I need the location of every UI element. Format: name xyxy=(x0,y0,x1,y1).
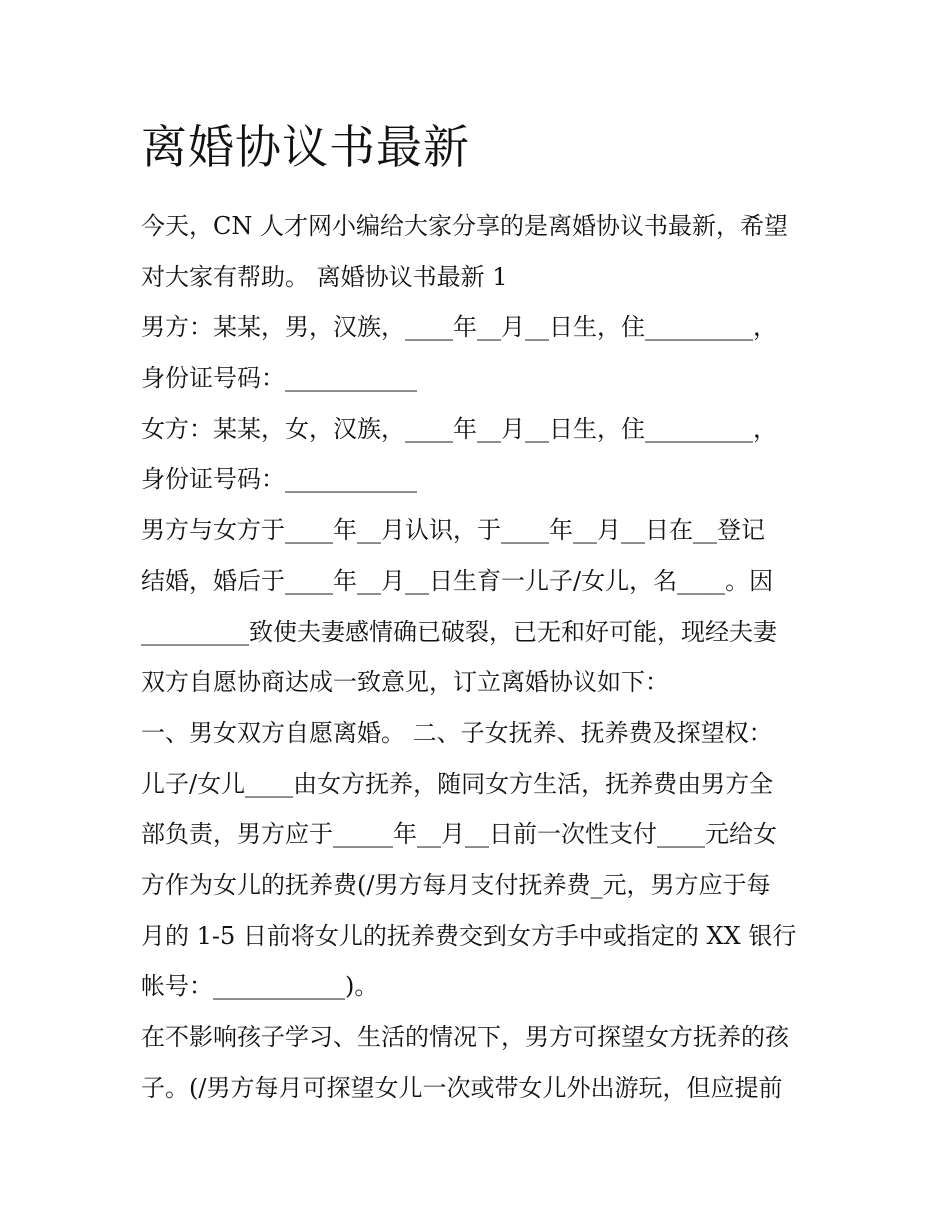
body-line: 月的 1-5 日前将女儿的抚养费交到女方手中或指定的 XX 银行 xyxy=(141,921,797,950)
body-line: 儿子/女儿____由女方抚养，随同女方生活，抚养费由男方全 xyxy=(141,769,774,798)
body-line: 今天，CN 人才网小编给大家分享的是离婚协议书最新，希望 xyxy=(141,212,788,240)
body-line: 一、男女双方自愿离婚。 二、子女抚养、抚养费及探望权： xyxy=(141,718,773,747)
body-line: 男方：某某，男，汉族，____年__月__日生，住_________， xyxy=(141,313,777,342)
body-line: 对大家有帮助。 离婚协议书最新 1 xyxy=(141,262,508,291)
body-line: 部负责，男方应于_____年__月__日前一次性支付____元给女 xyxy=(141,820,777,849)
body-line: 身份证号码：___________ xyxy=(141,364,417,393)
body-line: 双方自愿协商达成一致意见，订立离婚协议如下： xyxy=(141,668,669,697)
body-line: 女方：某某，女，汉族，____年__月__日生，住_________， xyxy=(141,414,777,443)
body-line: 男方与女方于____年__月认识，于____年__月__日在__登记 xyxy=(141,516,765,545)
document-body xyxy=(141,201,821,1113)
body-line: _________致使夫妻感情确已破裂，已无和好可能，现经夫妻 xyxy=(141,617,777,646)
body-line: 子。(/男方每月可探望女儿一次或带女儿外出游玩，但应提前 xyxy=(141,1073,783,1102)
body-line: 身份证号码：___________ xyxy=(141,465,417,494)
body-line: 结婚，婚后于____年__月__日生育一儿子/女儿，名____。因 xyxy=(141,566,774,595)
body-line: 方作为女儿的抚养费(/男方每月支付抚养费_元，男方应于每 xyxy=(141,870,771,899)
body-line: 帐号：___________)。 xyxy=(141,972,379,1001)
body-line: 在不影响孩子学习、生活的情况下，男方可探望女方抚养的孩 xyxy=(141,1023,789,1051)
document-title: 离婚协议书最新 xyxy=(141,120,470,174)
